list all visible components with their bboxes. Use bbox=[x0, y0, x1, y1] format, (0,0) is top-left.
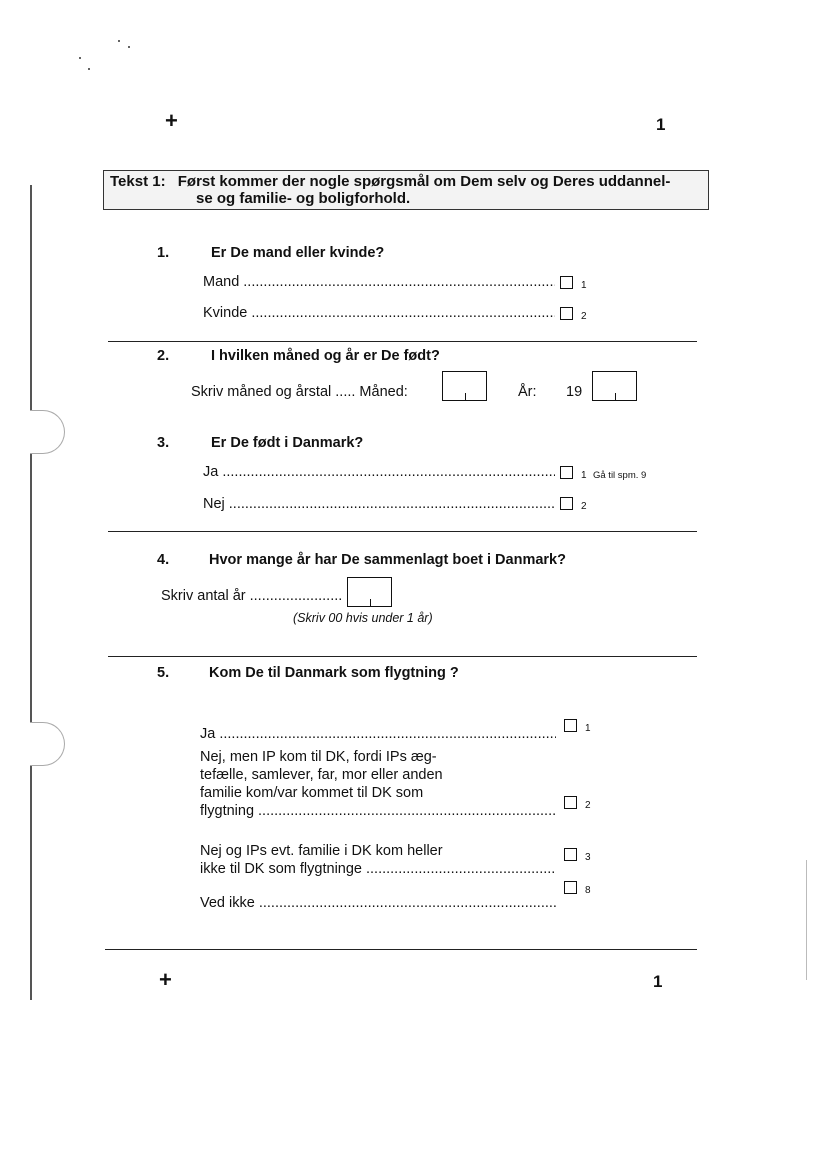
page-number-bottom: 1 bbox=[653, 972, 663, 991]
years-input-box[interactable] bbox=[347, 577, 392, 607]
option-label: Kvinde bbox=[203, 305, 248, 321]
checkbox[interactable] bbox=[564, 848, 577, 861]
leader-dots bbox=[219, 726, 556, 742]
question-number: 1. bbox=[157, 245, 170, 261]
checkbox[interactable] bbox=[560, 497, 573, 510]
option-label: Ja bbox=[203, 464, 219, 480]
option-label: Mand bbox=[203, 274, 240, 290]
answer-option bbox=[203, 305, 559, 321]
leader-dots bbox=[243, 274, 555, 290]
question-text: I hvilken måned og år er De født? bbox=[211, 348, 440, 364]
leader-dots bbox=[222, 464, 555, 480]
option-label: flygtning bbox=[200, 803, 255, 819]
scan-speck bbox=[118, 40, 120, 42]
question-text: Hvor mange år har De sammenlagt boet i Danmark? bbox=[209, 552, 566, 568]
checkbox[interactable] bbox=[564, 719, 577, 732]
answer-option bbox=[200, 895, 560, 911]
option-code: 2 bbox=[581, 501, 587, 512]
question-number: 4. bbox=[157, 552, 170, 568]
answer-option-multiline bbox=[200, 842, 560, 878]
section-divider bbox=[108, 531, 697, 532]
option-code: 8 bbox=[585, 885, 591, 896]
intro-label: Tekst 1: bbox=[110, 173, 166, 190]
question-number: 2. bbox=[157, 348, 170, 364]
option-line: Nej og IPs evt. familie i DK kom heller bbox=[200, 843, 443, 859]
page-number-top: 1 bbox=[656, 115, 666, 134]
question-instruction-row bbox=[161, 588, 345, 604]
registration-mark-top: + bbox=[165, 108, 178, 133]
question-instruction: Skriv antal år bbox=[161, 588, 246, 604]
question-text: Er De født i Danmark? bbox=[211, 435, 364, 451]
option-code: 1 bbox=[585, 723, 591, 734]
registration-mark-bottom: + bbox=[159, 967, 172, 992]
leader-dots bbox=[366, 860, 556, 878]
section-divider bbox=[108, 341, 697, 342]
scan-speck bbox=[128, 46, 130, 48]
answer-option bbox=[203, 464, 559, 480]
checkbox[interactable] bbox=[560, 307, 573, 320]
option-code: 2 bbox=[581, 311, 587, 322]
section-divider bbox=[108, 656, 697, 657]
question-text: Er De mand eller kvinde? bbox=[211, 245, 385, 261]
skip-instruction: Gå til spm. 9 bbox=[593, 470, 647, 481]
option-label: ikke til DK som flygtninge bbox=[200, 861, 362, 877]
option-line: Nej, men IP kom til DK, fordi IPs æg- bbox=[200, 749, 437, 765]
scan-speck bbox=[88, 68, 90, 70]
option-code: 2 bbox=[585, 800, 591, 811]
punch-hole bbox=[30, 410, 65, 454]
option-label: Ved ikke bbox=[200, 895, 255, 911]
option-line: tefælle, samlever, far, mor eller anden bbox=[200, 767, 443, 783]
year-input-box[interactable] bbox=[592, 371, 637, 401]
month-input-box[interactable] bbox=[442, 371, 487, 401]
leader-dots bbox=[258, 802, 556, 820]
input-hint: (Skriv 00 hvis under 1 år) bbox=[293, 611, 433, 625]
year-label: År: bbox=[518, 384, 537, 400]
checkbox[interactable] bbox=[560, 466, 573, 479]
option-code: 1 bbox=[581, 280, 587, 291]
question-number: 3. bbox=[157, 435, 170, 451]
page-edge-line bbox=[806, 860, 807, 980]
page-edge-line bbox=[30, 185, 32, 1000]
question-number: 5. bbox=[157, 665, 170, 681]
checkbox[interactable] bbox=[560, 276, 573, 289]
year-prefix: 19 bbox=[566, 384, 583, 400]
answer-option-multiline bbox=[200, 748, 560, 820]
leader-dots bbox=[251, 305, 555, 321]
option-code: 1 bbox=[581, 470, 587, 481]
intro-line-2: se og familie- og boligforhold. bbox=[196, 190, 411, 207]
leader-dots bbox=[229, 496, 555, 512]
question-instruction: Skriv måned og årstal ..... Måned: bbox=[191, 384, 408, 400]
option-label: Ja bbox=[200, 726, 216, 742]
intro-text-box bbox=[103, 170, 709, 210]
intro-line-1: Først kommer der nogle spørgsmål om Dem selv og Deres uddannel- bbox=[177, 173, 671, 190]
option-line: familie kom/var kommet til DK som bbox=[200, 785, 424, 801]
punch-hole bbox=[30, 722, 65, 766]
leader-dots bbox=[259, 895, 556, 911]
option-code: 3 bbox=[585, 852, 591, 863]
section-divider bbox=[105, 949, 697, 950]
checkbox[interactable] bbox=[564, 881, 577, 894]
leader-dots bbox=[250, 588, 341, 604]
answer-option bbox=[203, 496, 559, 512]
checkbox[interactable] bbox=[564, 796, 577, 809]
scan-speck bbox=[79, 57, 81, 59]
answer-option bbox=[203, 274, 559, 290]
option-label: Nej bbox=[203, 496, 225, 512]
question-text: Kom De til Danmark som flygtning ? bbox=[209, 665, 459, 681]
answer-option bbox=[200, 726, 560, 742]
